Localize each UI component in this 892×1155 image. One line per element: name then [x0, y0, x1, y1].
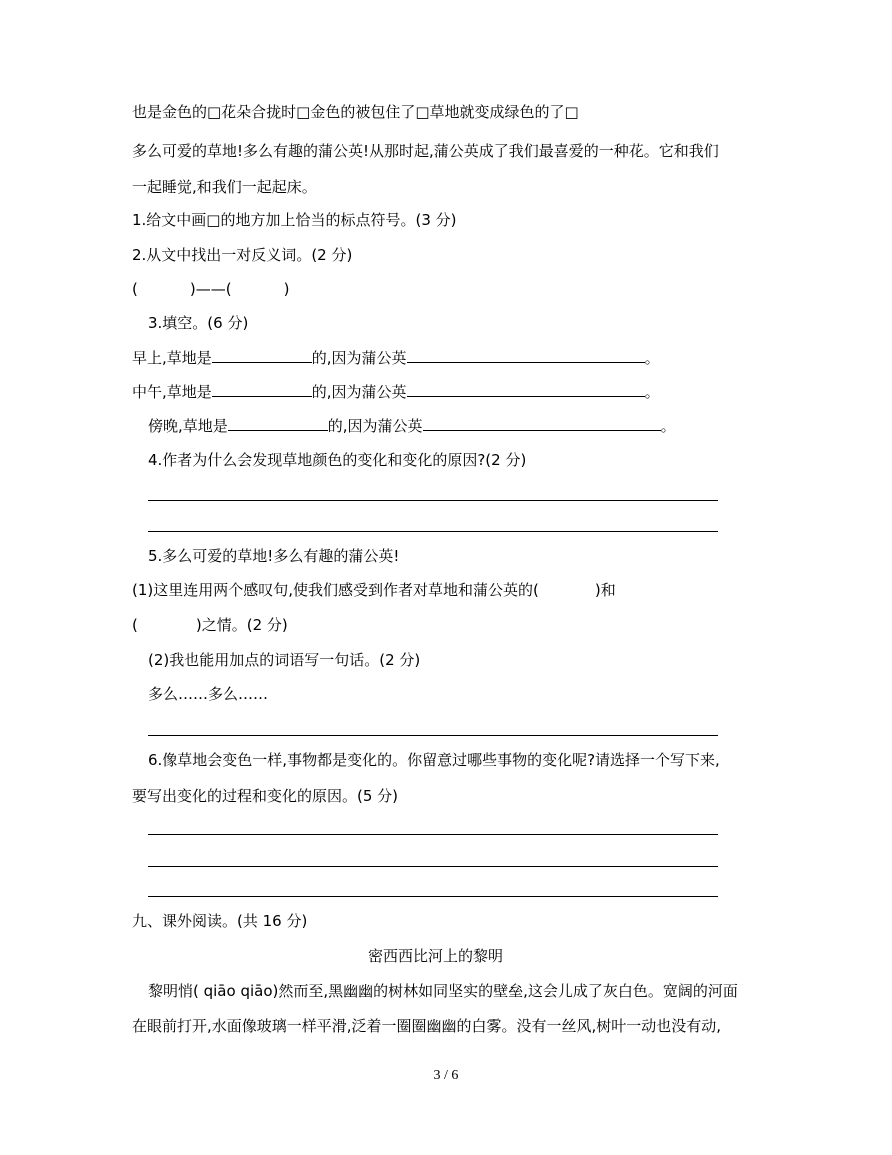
reading-paragraph-line-1: 黎明悄( qiāo qiāo)然而至,黑幽幽的树林如同坚实的壁垒,这会儿成了灰白色。宽阔的河面 [148, 982, 738, 1000]
answer-line[interactable] [148, 735, 718, 736]
paren-open: ( [132, 280, 138, 298]
row-prefix: 早上,草地是 [132, 349, 212, 367]
row-prefix: 傍晚,草地是 [148, 417, 228, 435]
question-3-row-evening [148, 415, 676, 436]
answer-line[interactable] [148, 500, 718, 501]
question-5-sample: 多么……多么…… [148, 685, 269, 703]
question-5-sub-2: (2)我也能用加点的词语写一句话。(2 分) [148, 651, 421, 669]
page-number: 3 / 6 [433, 1068, 459, 1083]
answer-line[interactable] [148, 896, 718, 897]
fill-blank[interactable] [228, 415, 328, 431]
reading-paragraph-line-2: 在眼前打开,水面像玻璃一样平滑,泛着一圈圈幽幽的白雾。没有一丝风,树叶一动也没有动, [132, 1017, 722, 1035]
passage-line-1: 也是金色的□花朵合拢时□金色的被包住了□草地就变成绿色的了□ [132, 103, 579, 121]
paren-open: ( [132, 616, 138, 634]
row-mid: 的,因为蒲公英 [327, 417, 423, 435]
question-6-line-1: 6.像草地会变色一样,事物都是变化的。你留意过哪些事物的变化呢?请选择一个写下来, [148, 751, 720, 769]
section-9-heading: 九、课外阅读。(共 16 分) [132, 912, 308, 930]
row-prefix: 中午,草地是 [132, 383, 212, 401]
answer-line[interactable] [148, 531, 718, 532]
question-5-title: 5.多么可爱的草地!多么有趣的蒲公英! [148, 547, 400, 565]
question-5-sub-1-cont [132, 615, 288, 635]
fill-blank[interactable] [407, 381, 645, 397]
fill-blank[interactable] [407, 347, 645, 363]
sub-text: (1)这里连用两个感叹句,使我们感受到作者对草地和蒲公英的( [132, 581, 539, 599]
row-mid: 的,因为蒲公英 [311, 383, 407, 401]
fill-blank[interactable] [212, 381, 312, 397]
question-5-sub-1 [132, 580, 616, 600]
row-end: 。 [660, 417, 676, 435]
reading-title: 密西西比河上的黎明 [368, 947, 504, 965]
fill-blank[interactable] [212, 347, 312, 363]
question-1: 1.给文中画□的地方加上恰当的标点符号。(3 分) [132, 211, 457, 229]
row-end: 。 [644, 349, 660, 367]
question-4: 4.作者为什么会发现草地颜色的变化和变化的原因?(2 分) [148, 451, 527, 469]
question-3-row-noon [132, 381, 660, 402]
question-3-title: 3.填空。(6 分) [148, 314, 249, 332]
row-mid: 的,因为蒲公英 [311, 349, 407, 367]
passage-line-2: 多么可爱的草地!多么有趣的蒲公英!从那时起,蒲公英成了我们最喜爱的一种花。它和我们 [132, 142, 719, 160]
paren-close: ) [283, 280, 290, 298]
question-2: 2.从文中找出一对反义词。(2 分) [132, 246, 353, 264]
sub-text: )之情。(2 分) [195, 616, 288, 634]
sub-text: )和 [594, 581, 616, 599]
passage-line-3: 一起睡觉,和我们一起起床。 [132, 178, 317, 196]
fill-blank[interactable] [423, 415, 661, 431]
row-end: 。 [644, 383, 660, 401]
answer-line[interactable] [148, 866, 718, 867]
question-2-answer-blank[interactable] [132, 279, 289, 299]
question-6-line-2: 要写出变化的过程和变化的原因。(5 分) [132, 787, 399, 805]
question-3-row-morning [132, 347, 660, 368]
answer-line[interactable] [148, 834, 718, 835]
paren-dash: )——( [189, 280, 232, 298]
